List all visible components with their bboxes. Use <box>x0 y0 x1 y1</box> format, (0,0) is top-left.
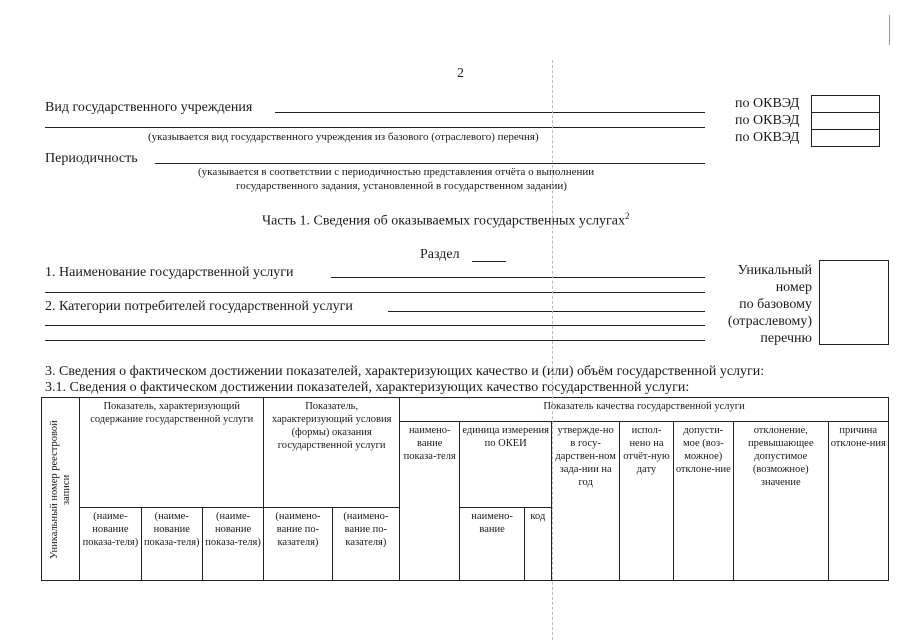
periodicity-hint-1: (указывается в соответствии с периодичностью представления отчёта о выполнении <box>198 166 595 178</box>
part-title-footnote: 2 <box>625 211 630 221</box>
content-sub-1: (наиме-нование показа-теля) <box>80 508 141 581</box>
allowed-deviation-header: допусти-мое (воз-можное) отклоне-ние <box>673 422 733 581</box>
consumers-field[interactable] <box>388 311 705 312</box>
unique-number-box[interactable] <box>819 260 889 345</box>
institution-type-field[interactable] <box>275 112 705 113</box>
okved-label-2: по ОКВЭД <box>735 113 800 128</box>
consumers-field-2[interactable] <box>45 325 705 326</box>
institution-type-label: Вид государственного учреждения <box>45 100 253 115</box>
institution-type-field-2[interactable] <box>45 127 705 128</box>
part-title <box>262 211 630 230</box>
section31-title: 3.1. Сведения о фактическом достижении показателей, характеризующих качество государственной услуги: <box>45 380 690 395</box>
executed-header: испол-нено на отчёт-ную дату <box>620 422 673 581</box>
part-title-text: Часть 1. Сведения об оказываемых государственных услугах <box>262 213 626 229</box>
unique-number-label <box>718 262 812 347</box>
consumers-field-3[interactable] <box>45 340 705 341</box>
deviation-reason-header: причина отклоне-ния <box>828 422 888 581</box>
page-edge-mark <box>889 15 890 45</box>
indicator-name-header: наимено-вание показа-теля <box>400 422 460 581</box>
registry-number-header <box>42 398 80 581</box>
approved-header: утвержде-но в госу-дарствен-ном зада-нии на год <box>551 422 619 581</box>
content-indicator-header: Показатель, характеризующий содержание государственной услуги <box>80 398 264 508</box>
okved-code-box-2[interactable] <box>811 112 880 130</box>
deviation-exceeding-header: отклонение, превышающее допустимое (возможное) значение <box>733 422 828 581</box>
unit-name-header: наимено-вание <box>460 508 524 581</box>
service-name-label: 1. Наименование государственной услуги <box>45 265 294 280</box>
okved-code-box-1[interactable] <box>811 95 880 113</box>
content-sub-3: (наиме-нование показа-теля) <box>202 508 263 581</box>
section-label: Раздел <box>420 247 460 262</box>
service-name-field-2[interactable] <box>45 292 705 293</box>
registry-number-text: Уникальный номер реестровой записи <box>48 419 72 559</box>
periodicity-label: Периодичность <box>45 151 138 166</box>
conditions-sub-1: (наимено-вание по-казателя) <box>264 508 332 581</box>
content-sub-2: (наиме-нование показа-теля) <box>141 508 202 581</box>
unit-code-header: код <box>524 508 551 581</box>
unique-number-line-4: (отраслевому) <box>727 314 812 329</box>
page-number: 2 <box>457 66 464 81</box>
quality-indicators-table <box>41 397 889 581</box>
unique-number-line-3: по базовому <box>739 297 812 312</box>
okved-label-1: по ОКВЭД <box>735 96 800 111</box>
quality-indicator-header: Показатель качества государственной услуги <box>400 398 889 422</box>
okved-code-box-3[interactable] <box>811 129 880 147</box>
service-name-field[interactable] <box>331 277 705 278</box>
okved-label-3: по ОКВЭД <box>735 130 800 145</box>
fold-line <box>552 60 553 640</box>
section-number-field[interactable] <box>472 261 506 262</box>
unique-number-line-1: Уникальный <box>737 263 812 278</box>
unique-number-line-5: перечню <box>760 331 812 346</box>
conditions-indicator-header: Показатель, характеризующий условия (формы) оказания государственной услуги <box>264 398 400 508</box>
institution-type-hint: (указывается вид государственного учреждения из базового (отраслевого) перечня) <box>148 131 539 143</box>
section3-title: 3. Сведения о фактическом достижении показателей, характеризующих качество и (или) объём государственной услуги: <box>45 364 765 379</box>
consumers-label: 2. Категории потребителей государственной услуги <box>45 299 353 314</box>
unique-number-line-2: номер <box>775 280 812 295</box>
periodicity-hint-2: государственного задания, установленной в государственном задании) <box>236 180 567 192</box>
periodicity-field[interactable] <box>155 163 705 164</box>
unit-okei-header: единица измерения по ОКЕИ <box>460 422 552 508</box>
conditions-sub-2: (наимено-вание по-казателя) <box>332 508 399 581</box>
